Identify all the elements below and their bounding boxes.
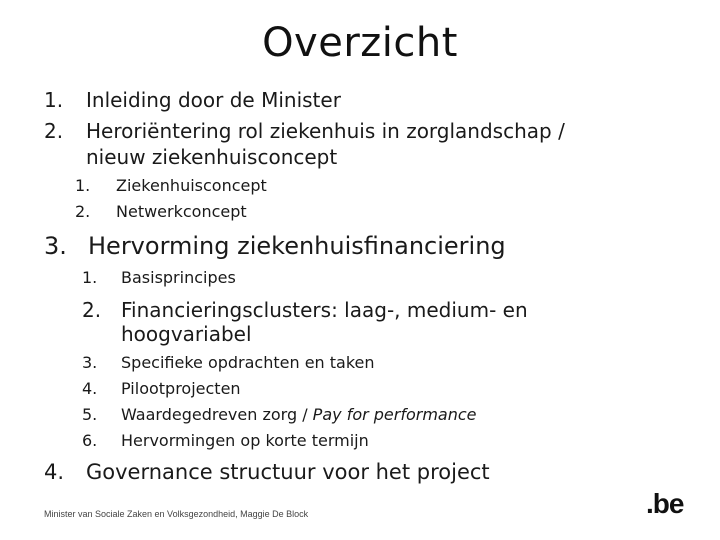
sub-text-plain: Waardegedreven zorg / xyxy=(121,405,313,424)
sub-number: 1. xyxy=(82,268,98,287)
sub-text-italic: Pay for performance xyxy=(312,405,477,424)
list-number: 3. xyxy=(44,232,67,260)
sub-number: 6. xyxy=(82,431,98,450)
sub-text-line1: Financieringsclusters: laag-, medium- en xyxy=(121,298,528,322)
be-logo: .be xyxy=(646,488,684,519)
sub-text: Specifieke opdrachten en taken xyxy=(121,353,375,372)
sub-number: 4. xyxy=(82,379,98,398)
slide-title: Overzicht xyxy=(262,20,458,66)
sub-text-line2: hoogvariabel xyxy=(121,322,252,346)
sub-text: Ziekenhuisconcept xyxy=(116,176,267,195)
sub-number: 1. xyxy=(75,176,91,195)
list-text-line1: Heroriëntering rol ziekenhuis in zorglandschap / xyxy=(86,119,565,143)
sub-text: Hervormingen op korte termijn xyxy=(121,431,369,450)
list-number: 2. xyxy=(44,119,64,143)
sub-number: 2. xyxy=(75,202,91,221)
list-text: Hervorming ziekenhuisfinanciering xyxy=(88,232,506,260)
list-text-line2: nieuw ziekenhuisconcept xyxy=(86,145,338,169)
footer-text: Minister van Sociale Zaken en Volksgezondheid, Maggie De Block xyxy=(44,509,309,519)
sub-text: Basisprincipes xyxy=(121,268,236,287)
sub-text: Pilootprojecten xyxy=(121,379,241,398)
sub-number: 2. xyxy=(82,298,102,322)
list-text: Governance structuur voor het project xyxy=(86,460,490,484)
sub-number: 5. xyxy=(82,405,98,424)
list-number: 1. xyxy=(44,88,64,112)
list-number: 4. xyxy=(44,460,65,484)
list-text: Inleiding door de Minister xyxy=(86,88,341,112)
sub-text xyxy=(121,402,477,428)
sub-number: 3. xyxy=(82,353,98,372)
sub-text: Netwerkconcept xyxy=(116,202,247,221)
